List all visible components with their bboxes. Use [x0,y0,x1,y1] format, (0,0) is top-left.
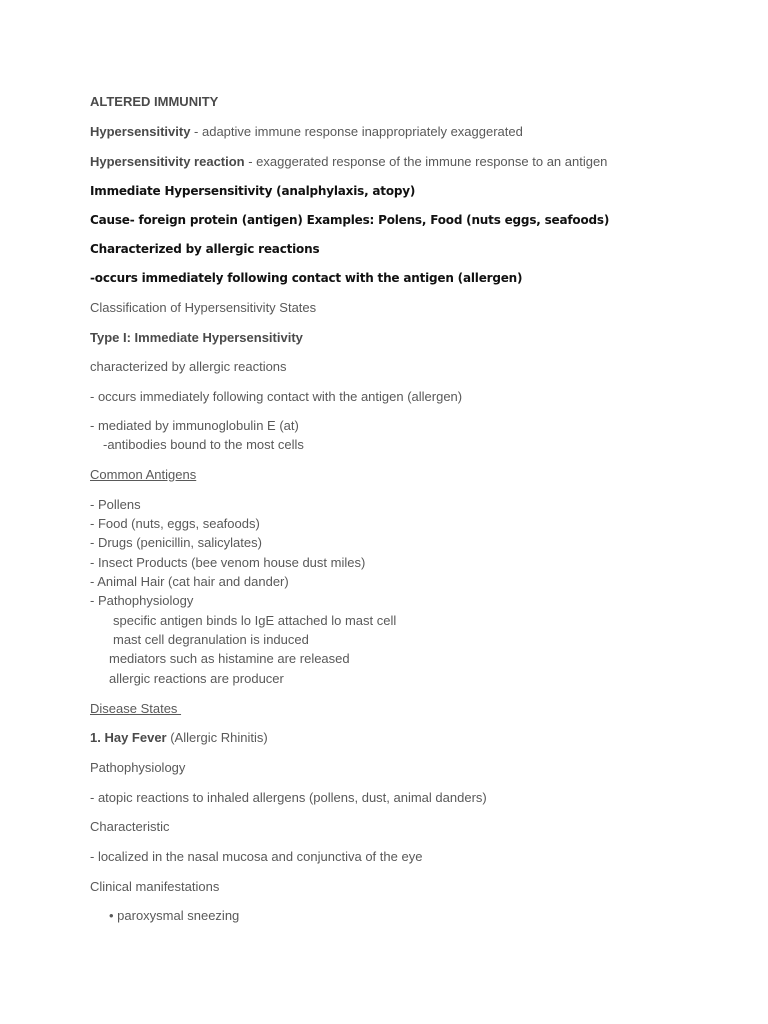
patho-step: mediators such as histamine are released [109,651,350,666]
occurs-line: - occurs immediately following contact with the antigen (allergen) [90,389,463,404]
type1-heading: Type I: Immediate Hypersensitivity [90,330,303,345]
definition: - adaptive immune response inappropriately exaggerated [190,124,523,139]
characterized-line: characterized by allergic reactions [90,359,287,374]
list-item: - Insect Products (bee venom house dust miles) [90,555,366,570]
occurs-bold-line: -occurs immediately following contact with the antigen (allergen) [90,271,523,285]
characterized-bold-line: Characterized by allergic reactions [90,242,320,256]
list-item: - Animal Hair (cat hair and dander) [90,574,289,589]
subtitle: (Allergic Rhinitis) [166,730,268,745]
classification-heading: Classification of Hypersensitivity States [90,300,317,315]
list-item: - Pathophysiology [90,593,194,608]
antibodies-line: -antibodies bound to the most cells [103,437,304,452]
list-item: - Pollens [90,497,141,512]
patho-step: specific antigen binds lo IgE attached lo mast cell [113,613,397,628]
patho-step: allergic reactions are producer [109,671,284,686]
hay-fever-heading [90,730,268,746]
immediate-heading: Immediate Hypersensitivity (analphylaxis, atopy) [90,184,416,198]
cause-line: Cause- foreign protein (antigen) Examples: Polens, Food (nuts eggs, seafoods) [90,213,610,227]
localized-line: - localized in the nasal mucosa and conjunctiva of the eye [90,849,423,864]
pathophysiology-label: Pathophysiology [90,760,186,775]
characteristic-label: Characteristic [90,819,170,834]
term: Hypersensitivity [90,124,191,139]
hypersensitivity-definition [90,124,523,140]
disease-states-heading: Disease States [90,701,182,716]
term: 1. Hay Fever [90,730,167,745]
list-item: - Drugs (penicillin, salicylates) [90,535,262,550]
atopic-line: - atopic reactions to inhaled allergens (pollens, dust, animal danders) [90,790,487,805]
clinical-label: Clinical manifestations [90,879,220,894]
term: Hypersensitivity reaction [90,154,245,169]
bullet-item: • paroxysmal sneezing [109,908,240,923]
definition: - exaggerated response of the immune response to an antigen [244,154,608,169]
mediated-line: - mediated by immunoglobulin E (at) [90,418,299,433]
patho-step: mast cell degranulation is induced [113,632,309,647]
document-title: ALTERED IMMUNITY [90,94,219,109]
common-antigens-heading: Common Antigens [90,467,197,482]
hypersensitivity-reaction-definition [90,154,607,170]
list-item: - Food (nuts, eggs, seafoods) [90,516,260,531]
